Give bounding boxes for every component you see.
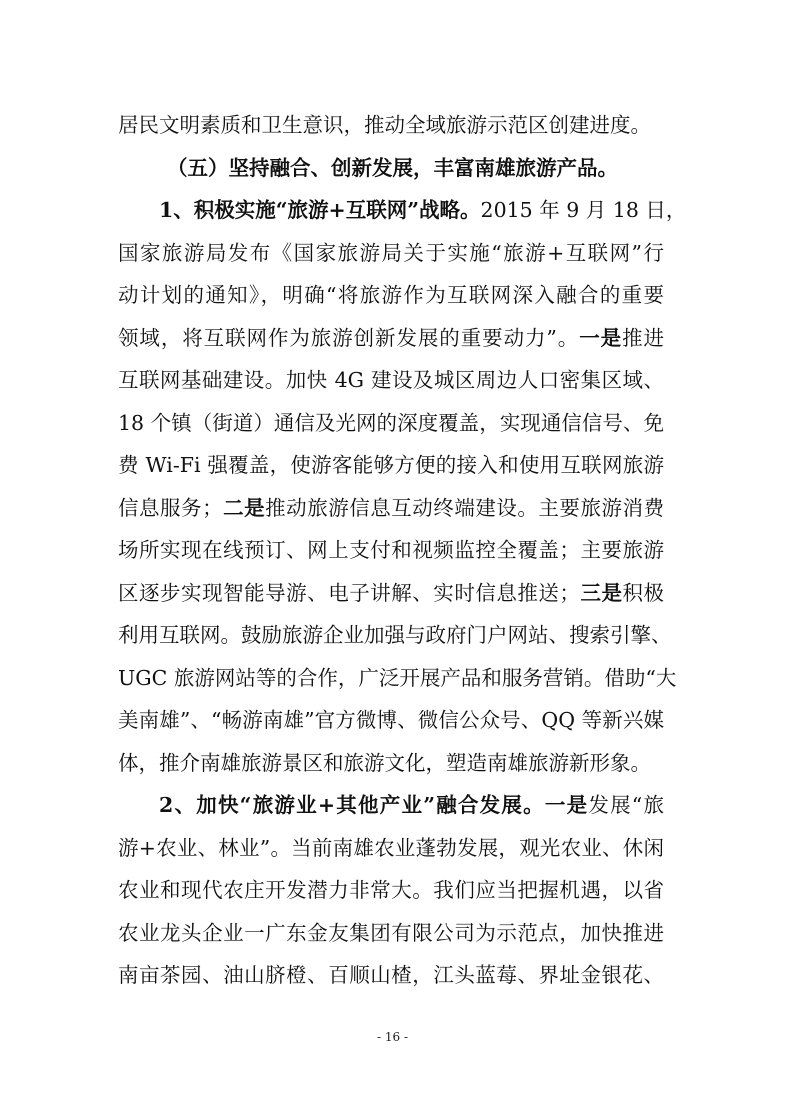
- text-run: 发展“旅: [588, 793, 665, 817]
- text-run: 推动旅游信息互动终端建设。主要旅游消费: [265, 495, 665, 520]
- paragraph-line: [118, 742, 664, 785]
- text-run: 积极: [622, 580, 665, 605]
- emphasis-text: 一是: [544, 793, 589, 817]
- paragraph-line: [118, 529, 664, 572]
- paragraph-line: [118, 274, 664, 317]
- emphasis-text: 三是: [579, 580, 623, 605]
- text-run: 2015 年 9 月 18 日，: [480, 198, 687, 222]
- body-text: [118, 104, 687, 997]
- text-run: 农业和现代农庄开发潜力非常大。我们应当把握机遇，以省: [118, 878, 664, 902]
- subheading-text: 2、加快“旅游业+其他产业”融合发展。: [159, 793, 545, 817]
- text-run: 体，推介南雄旅游景区和旅游文化，塑造南雄旅游新形象。: [118, 750, 651, 775]
- paragraph-line: [118, 487, 664, 530]
- text-run: 信息服务；: [118, 495, 223, 520]
- text-run: 区逐步实现智能导游、电子讲解、实时信息推送；: [118, 580, 580, 605]
- paragraph-line: [118, 444, 664, 487]
- paragraph-line: [118, 402, 664, 445]
- paragraph-line: [118, 657, 677, 700]
- text-run: 18 个镇（街道）通信及光网的深度覆盖，实现通信信号、免: [118, 410, 664, 435]
- text-run: 利用互联网。鼓励旅游企业加强与政府门户网站、搜索引擎、: [118, 623, 672, 647]
- text-run: 互联网基础建设。加快 4G 建设及城区周边人口密集区域、: [118, 368, 664, 392]
- paragraph-line: [118, 912, 664, 955]
- text-run: 居民文明素质和卫生意识，推动全域旅游示范区创建进度。: [118, 113, 651, 137]
- paragraph-line: [118, 189, 687, 232]
- text-run: 美南雄”、“畅游南雄”官方微博、微信公众号、QQ 等新兴媒: [118, 708, 664, 732]
- paragraph-line: [118, 359, 664, 402]
- text-run: 推进: [622, 325, 664, 350]
- paragraph-line: [118, 784, 664, 827]
- text-run: 领域，将互联网作为旅游创新发展的重要动力”。: [118, 325, 580, 350]
- paragraph-line: [118, 827, 664, 870]
- text-run: 农业龙头企业一广东金友集团有限公司为示范点，加快推进: [118, 920, 664, 945]
- subheading-text: 1、积极实施“旅游+互联网”战略。: [159, 198, 481, 222]
- text-run: 动计划的通知》，明确“将旅游作为互联网深入融合的重要: [118, 283, 664, 307]
- paragraph-line: [118, 614, 672, 657]
- paragraph-line: [118, 232, 664, 275]
- text-run: 游+农业、林业”。当前南雄农业蓬勃发展，观光农业、休闲: [118, 835, 664, 860]
- text-run: 南亩茶园、油山脐橙、百顺山楂，江头蓝莓、界址金银花、: [118, 963, 664, 987]
- paragraph-line: [118, 572, 664, 615]
- paragraph-line: [118, 317, 664, 360]
- emphasis-text: 一是: [579, 325, 623, 350]
- paragraph-line: [118, 954, 664, 997]
- text-run: （五）坚持融合、创新发展，丰富南雄旅游产品。: [167, 155, 618, 180]
- text-run: UGC 旅游网站等的合作，广泛开展产品和服务营销。借助“大: [118, 665, 677, 690]
- emphasis-text: 二是: [222, 495, 266, 520]
- text-run: 费 Wi-Fi 强覆盖，使游客能够方便的接入和使用互联网旅游: [118, 453, 664, 477]
- paragraph-line: [118, 699, 664, 742]
- paragraph-line: [118, 104, 664, 147]
- text-run: 场所实现在线预订、网上支付和视频监控全覆盖；主要旅游: [118, 538, 664, 562]
- section-heading: [118, 147, 664, 190]
- paragraph-line: [118, 869, 664, 912]
- text-run: 国家旅游局发布《国家旅游局关于实施“旅游+互联网”行: [118, 240, 664, 265]
- page-number: - 16 -: [376, 1030, 408, 1044]
